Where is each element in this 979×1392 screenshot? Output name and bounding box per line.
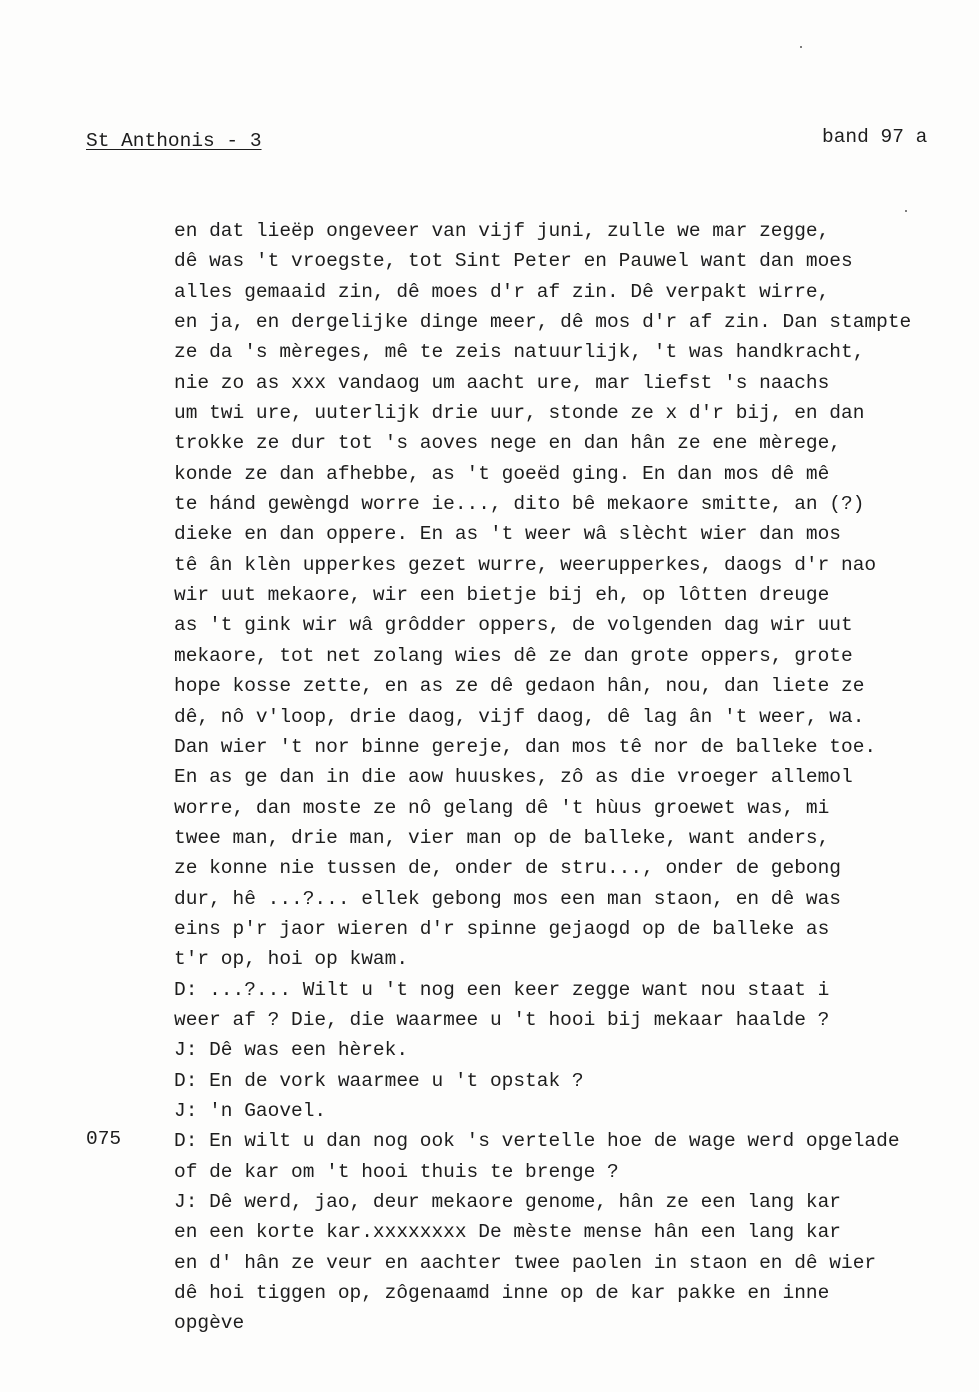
transcript-body bbox=[174, 216, 954, 1339]
transcript-line: weer af ? Die, die waarmee u 't hooi bij mekaar haalde ? bbox=[174, 1008, 830, 1031]
transcript-line: J: 'n Gaovel. bbox=[174, 1099, 327, 1122]
transcript-line: En as ge dan in die aow huuskes, zô as die vroeger allemol bbox=[174, 766, 853, 789]
transcript-line: of de kar om 't hooi thuis te brenge ? bbox=[174, 1160, 619, 1183]
transcript-line: D: En wilt u dan nog ook 's vertelle hoe de wage werd opgelade bbox=[174, 1130, 900, 1153]
transcript-line: J: Dê was een hèrek. bbox=[174, 1039, 409, 1062]
transcript-line: en d' hân ze veur en aachter twee paolen in staon en dê wier bbox=[174, 1251, 877, 1274]
transcript-line: dê hoi tiggen op, zôgenaamd inne op de kar pakke en inne bbox=[174, 1282, 830, 1305]
transcript-line: te hánd gewèngd worre ie..., dito bê mekaore smitte, an (?) bbox=[174, 493, 865, 516]
transcript-line: Dan wier 't nor binne gereje, dan mos tê nor de balleke toe. bbox=[174, 735, 877, 758]
transcript-line: en een korte kar.xxxxxxxx De mèste mense hân een lang kar bbox=[174, 1221, 842, 1244]
margin-counter-number: 075 bbox=[86, 1128, 122, 1150]
transcript-line: dê, nô v'loop, drie daog, vijf daog, dê lag ân 't weer, wa. bbox=[174, 705, 865, 728]
transcript-line: ze da 's mèreges, mê te zeis natuurlijk, 't was handkracht, bbox=[174, 341, 865, 364]
transcript-line: dur, hê ...?... ellek gebong mos een man staon, en dê was bbox=[174, 887, 842, 910]
transcript-line: mekaore, tot net zolang wies dê ze dan grote oppers, grote bbox=[174, 644, 853, 667]
transcript-line: dieke en dan oppere. En as 't weer wâ slècht wier dan mos bbox=[174, 523, 842, 546]
transcript-line: tê ân klèn upperkes gezet wurre, weerupperkes, daogs d'r nao bbox=[174, 553, 877, 576]
transcript-line: dê was 't vroegste, tot Sint Peter en Pauwel want dan moes bbox=[174, 250, 853, 273]
transcript-line: ze konne nie tussen de, onder de stru..., onder de gebong bbox=[174, 857, 842, 880]
transcript-line: wir uut mekaore, wir een bietje bij eh, op lôtten dreuge bbox=[174, 584, 830, 607]
transcript-line: en dat lieëp ongeveer van vijf juni, zulle we mar zegge, bbox=[174, 220, 830, 242]
paper-speck bbox=[800, 46, 802, 48]
transcript-line: D: En de vork waarmee u 't opstak ? bbox=[174, 1069, 584, 1092]
transcript-line: eins p'r jaor wieren d'r spinne gejaogd op de balleke as bbox=[174, 917, 830, 940]
transcript-line: worre, dan moste ze nô gelang dê 't hùus groewet was, mi bbox=[174, 796, 830, 819]
page-header-tape-reference: band 97 a bbox=[822, 126, 928, 148]
transcript-line: alles gemaaid zin, dê moes d'r af zin. Dê verpakt wirre, bbox=[174, 280, 830, 303]
transcript-line: J: Dê werd, jao, deur mekaore genome, hân ze een lang kar bbox=[174, 1191, 842, 1213]
transcript-line: hope kosse zette, en as ze dê gedaon hân, nou, dan liete ze bbox=[174, 675, 865, 698]
transcript-line: D: ...?... Wilt u 't nog een keer zegge want nou staat i bbox=[174, 978, 830, 1001]
page-header-title: St Anthonis - 3 bbox=[86, 130, 262, 152]
transcript-line: um twi ure, uuterlijk drie uur, stonde ze x d'r bij, en dan bbox=[174, 402, 865, 425]
transcript-line: opgève bbox=[174, 1312, 245, 1335]
transcript-line: as 't gink wir wâ grôdder oppers, de volgenden dag wir uut bbox=[174, 614, 853, 637]
transcript-line: konde ze dan afhebbe, as 't goeëd ging. En dan mos dê mê bbox=[174, 462, 830, 485]
transcript-line: nie zo as xxx vandaog um aacht ure, mar liefst 's naachs bbox=[174, 371, 830, 394]
transcript-line: t'r op, hoi op kwam. bbox=[174, 948, 409, 971]
paper-speck bbox=[905, 210, 907, 212]
transcript-line: en ja, en dergelijke dinge meer, dê mos d'r af zin. Dan stampte bbox=[174, 311, 912, 334]
transcript-line: twee man, drie man, vier man op de balleke, want anders, bbox=[174, 826, 830, 849]
transcript-line: trokke ze dur tot 's aoves nege en dan hân ze ene mèrege, bbox=[174, 432, 842, 455]
